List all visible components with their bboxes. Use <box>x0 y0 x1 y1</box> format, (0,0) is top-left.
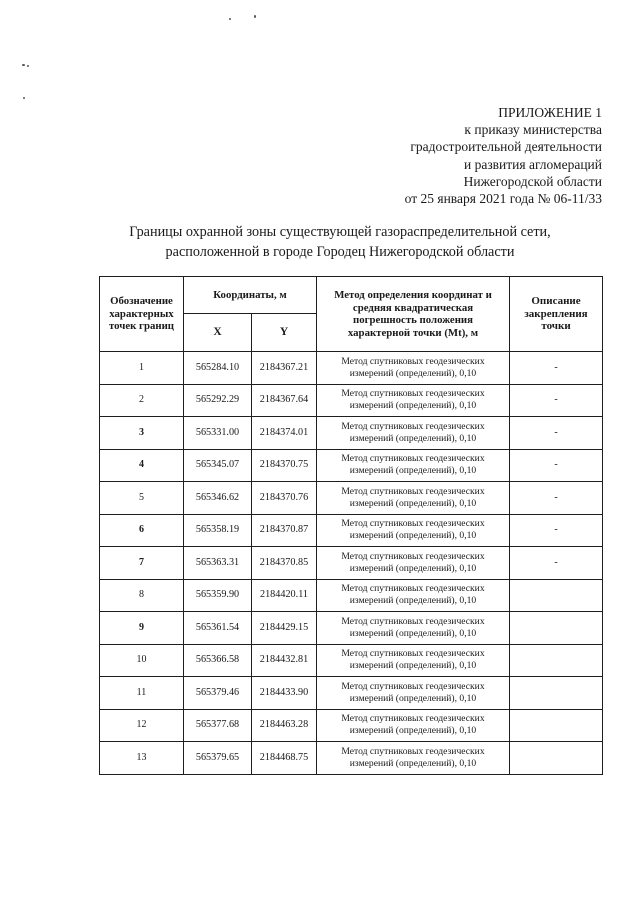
appendix-line: к приказу министерства <box>464 122 602 138</box>
table-row <box>100 352 603 385</box>
table-row <box>100 449 603 482</box>
appendix-line: Нижегородской области <box>463 173 602 189</box>
point-number: 13 <box>100 742 184 775</box>
table-row <box>100 482 603 515</box>
method: Метод спутниковых геодезических измерений (определений), 0,10 <box>317 514 510 547</box>
coord-x: 565359.90 <box>184 579 252 612</box>
method: Метод спутниковых геодезических измерений (определений), 0,10 <box>317 482 510 515</box>
title-line: расположенной в городе Городец Нижегородской области <box>165 244 515 260</box>
header-method: Метод определения координат и средняя квадратическая погрешность положения характерной точки (Mt), м <box>317 277 510 352</box>
coord-x: 565361.54 <box>184 612 252 645</box>
scan-speck <box>27 65 29 67</box>
table-row <box>100 384 603 417</box>
coord-x: 565363.31 <box>184 547 252 580</box>
coord-x: 565379.65 <box>184 742 252 775</box>
table-row <box>100 709 603 742</box>
method: Метод спутниковых геодезических измерений (определений), 0,10 <box>317 547 510 580</box>
title-line: Границы охранной зоны существующей газораспределительной сети, <box>129 224 551 240</box>
appendix-line: градостроительной деятельности <box>410 139 602 155</box>
coord-y: 2184370.85 <box>252 547 317 580</box>
coord-y: 2184420.11 <box>252 579 317 612</box>
method: Метод спутниковых геодезических измерений (определений), 0,10 <box>317 742 510 775</box>
coord-y: 2184463.28 <box>252 709 317 742</box>
table-row <box>100 677 603 710</box>
table-row <box>100 644 603 677</box>
point-description <box>510 709 603 742</box>
point-description: - <box>510 417 603 450</box>
table-row <box>100 579 603 612</box>
point-number: 9 <box>100 612 184 645</box>
coord-x: 565379.46 <box>184 677 252 710</box>
table-row <box>100 612 603 645</box>
point-description <box>510 677 603 710</box>
table-row <box>100 742 603 775</box>
appendix-header <box>282 104 602 207</box>
coord-y: 2184370.76 <box>252 482 317 515</box>
scan-speck <box>229 18 231 20</box>
point-description <box>510 579 603 612</box>
coord-y: 2184370.87 <box>252 514 317 547</box>
coord-y: 2184374.01 <box>252 417 317 450</box>
coord-x: 565284.10 <box>184 352 252 385</box>
point-description <box>510 644 603 677</box>
coord-y: 2184370.75 <box>252 449 317 482</box>
method: Метод спутниковых геодезических измерений (определений), 0,10 <box>317 352 510 385</box>
point-description <box>510 612 603 645</box>
point-description: - <box>510 482 603 515</box>
point-number: 1 <box>100 352 184 385</box>
point-number: 2 <box>100 384 184 417</box>
method: Метод спутниковых геодезических измерений (определений), 0,10 <box>317 579 510 612</box>
table-row <box>100 514 603 547</box>
point-number: 4 <box>100 449 184 482</box>
point-number: 11 <box>100 677 184 710</box>
point-number: 10 <box>100 644 184 677</box>
header-point: Обозначение характерных точек границ <box>100 277 184 352</box>
coord-x: 565377.68 <box>184 709 252 742</box>
header-description: Описание закрепления точки <box>510 277 603 352</box>
header-y: Y <box>252 314 317 352</box>
point-number: 3 <box>100 417 184 450</box>
method: Метод спутниковых геодезических измерений (определений), 0,10 <box>317 644 510 677</box>
point-description: - <box>510 547 603 580</box>
appendix-line: и развития агломераций <box>463 156 602 172</box>
point-number: 7 <box>100 547 184 580</box>
appendix-line: от 25 января 2021 года № 06-11/33 <box>404 191 602 207</box>
header-coordinates: Координаты, м <box>184 277 317 314</box>
method: Метод спутниковых геодезических измерений (определений), 0,10 <box>317 384 510 417</box>
scan-speck <box>22 64 25 66</box>
scan-speck <box>23 97 25 99</box>
coord-y: 2184367.64 <box>252 384 317 417</box>
method: Метод спутниковых геодезических измерений (определений), 0,10 <box>317 449 510 482</box>
method: Метод спутниковых геодезических измерений (определений), 0,10 <box>317 417 510 450</box>
coord-y: 2184429.15 <box>252 612 317 645</box>
document-title <box>80 222 600 262</box>
method: Метод спутниковых геодезических измерений (определений), 0,10 <box>317 677 510 710</box>
point-number: 5 <box>100 482 184 515</box>
coord-x: 565358.19 <box>184 514 252 547</box>
coord-y: 2184432.81 <box>252 644 317 677</box>
point-number: 12 <box>100 709 184 742</box>
coord-x: 565346.62 <box>184 482 252 515</box>
coord-x: 565292.29 <box>184 384 252 417</box>
coord-y: 2184433.90 <box>252 677 317 710</box>
point-number: 6 <box>100 514 184 547</box>
coord-y: 2184367.21 <box>252 352 317 385</box>
table-row <box>100 417 603 450</box>
point-description: - <box>510 514 603 547</box>
point-description <box>510 742 603 775</box>
point-description: - <box>510 352 603 385</box>
table-row <box>100 547 603 580</box>
method: Метод спутниковых геодезических измерений (определений), 0,10 <box>317 709 510 742</box>
coord-x: 565366.58 <box>184 644 252 677</box>
method: Метод спутниковых геодезических измерений (определений), 0,10 <box>317 612 510 645</box>
header-x: X <box>184 314 252 352</box>
point-description: - <box>510 384 603 417</box>
appendix-line: ПРИЛОЖЕНИЕ 1 <box>498 105 602 120</box>
coord-y: 2184468.75 <box>252 742 317 775</box>
point-description: - <box>510 449 603 482</box>
coordinates-table <box>99 276 603 775</box>
scan-speck <box>254 15 256 18</box>
point-number: 8 <box>100 579 184 612</box>
coord-x: 565345.07 <box>184 449 252 482</box>
coord-x: 565331.00 <box>184 417 252 450</box>
